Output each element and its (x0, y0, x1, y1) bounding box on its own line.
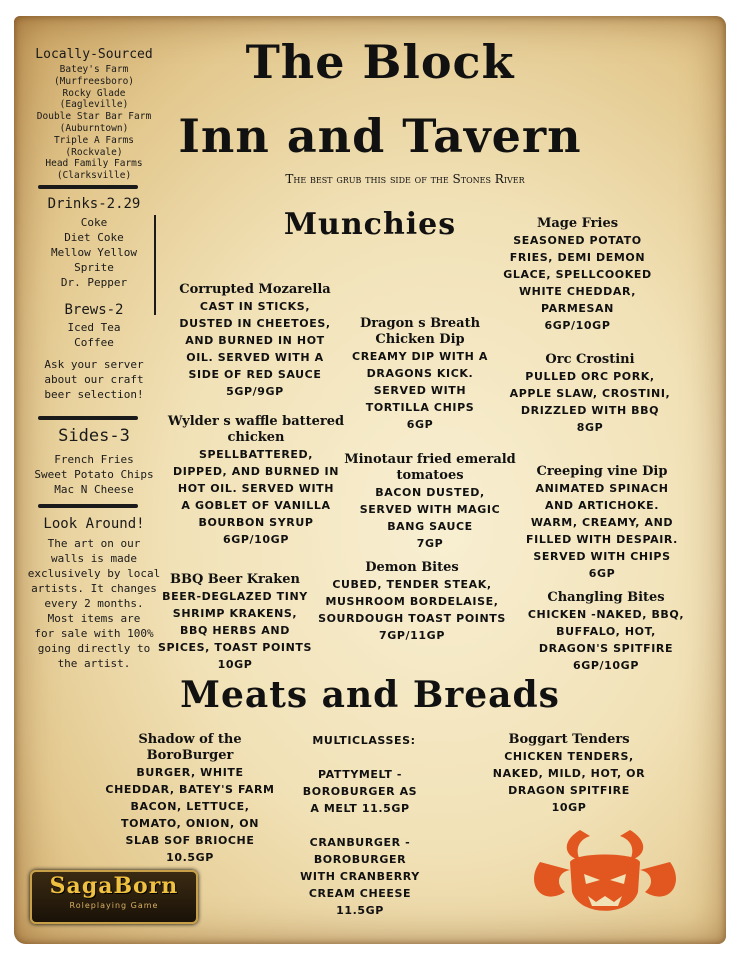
item-description: BURGER, WHITE CHEDDAR, BATEY'S FARM BACON, LETTUCE, TOMATO, ONION, ON SLAB SOF BRIOCHE (105, 766, 275, 847)
look-around-line: going directly to (37, 642, 151, 655)
item-price: 7GP (416, 537, 444, 550)
item-name: Corrupted Mozarella (179, 282, 331, 297)
demon-emblem-icon (520, 822, 690, 922)
sidebar-divider-2 (38, 416, 138, 420)
item-boroburger (100, 732, 280, 866)
item-name: Orc Crostini (545, 352, 635, 367)
item-description: CAST IN STICKS, DUSTED IN CHEETOES, AND BURNED IN HOT OIL. SERVED WITH A SIDE OF RED SAUCE (179, 300, 331, 381)
item-orc-crostini (500, 352, 680, 436)
item-cranburger (290, 834, 430, 919)
item-price: 6GP/10GP (573, 659, 639, 672)
item-price: 10GP (217, 658, 253, 671)
item-description: CHICKEN -NAKED, BBQ, BUFFALO, HOT, DRAGON'S SPITFIRE (527, 608, 685, 655)
look-around-line: walls is made (50, 552, 138, 565)
item-name: Changling Bites (547, 590, 665, 605)
item-description: BEER-DEGLAZED TINY SHRIMP KRAKENS, BBQ HERBS AND SPICES, TOAST POINTS (157, 590, 313, 654)
multiclasses-label: MULTICLASSES: (312, 734, 416, 747)
item-price: 6GP/10GP (223, 533, 289, 546)
item-name: Boggart Tenders (508, 732, 630, 747)
look-around-text (24, 536, 164, 671)
item-mage-fries (490, 216, 665, 334)
farm-line: (Auburntown) (59, 122, 129, 134)
look-around-line: The art on our (47, 537, 141, 550)
item-description: PULLED ORC PORK, APPLE SLAW, CROSTINI, DRIZZLED WITH BBQ (509, 370, 671, 417)
drink-item: Coke (80, 216, 108, 229)
item-description: PATTYMELT - BOROBURGER AS A MELT 11.5GP (302, 768, 418, 815)
sidebar-sourced-heading: Locally-Sourced (35, 47, 153, 62)
item-wylder-waffle-chicken (156, 414, 356, 548)
item-changling-bites (510, 590, 702, 674)
logo-sub-text: Roleplaying Game (69, 901, 159, 910)
drink-item: Dr. Pepper (60, 276, 128, 289)
sides-heading: Sides-3 (58, 426, 130, 446)
farm-line: Head Family Farms (45, 158, 143, 170)
item-corrupted-mozarella (160, 282, 350, 400)
item-minotaur-tomatoes (340, 452, 520, 552)
sidebar-divider-1 (38, 185, 138, 189)
item-price: 10.5GP (166, 851, 214, 864)
item-creeping-vine-dip (514, 464, 690, 582)
item-name: Shadow of the BoroBurger (138, 732, 242, 763)
meats-heading: Meats and Breads (180, 674, 560, 716)
item-price: 6GP (588, 567, 616, 580)
item-description: BACON DUSTED, SERVED WITH MAGIC BANG SAUCE (359, 486, 501, 533)
craft-beer-note (28, 357, 160, 402)
item-description: CUBED, TENDER STEAK, MUSHROOM BORDELAISE, SOURDOUGH TOAST POINTS (318, 578, 506, 625)
look-around-line: exclusively by local (27, 567, 161, 580)
item-price: 11.5GP (336, 904, 384, 917)
item-description: CRANBURGER - BOROBURGER WITH CRANBERRY CREAM CHEESE (300, 836, 420, 900)
item-price: 7GP/11GP (379, 629, 445, 642)
sidebar-divider-3 (38, 504, 138, 508)
item-name: Dragon s Breath Chicken Dip (359, 316, 481, 347)
tagline: The best grub this side of the Stones River (285, 172, 525, 186)
look-around-line: the artist. (57, 657, 131, 670)
farm-line: (Rockvale) (65, 146, 123, 158)
drink-item: Mellow Yellow (50, 246, 138, 259)
item-price: 6GP (406, 418, 434, 431)
title-line-1: The Block (245, 35, 515, 89)
item-demon-bites (312, 560, 512, 644)
farm-line: (Clarksville) (56, 170, 132, 182)
sides-list (24, 452, 164, 497)
item-price: 8GP (576, 421, 604, 434)
brews-heading: Brews-2 (64, 302, 124, 318)
side-item: Mac N Cheese (54, 483, 134, 496)
item-name: Mage Fries (536, 216, 619, 231)
farm-line: (Eagleville) (59, 99, 129, 111)
item-name: Wylder s waffle battered chicken (167, 414, 345, 445)
item-dragons-breath-dip (330, 316, 510, 433)
drinks-list (28, 215, 160, 290)
item-boggart-tenders (484, 732, 654, 816)
item-name: BBQ Beer Kraken (169, 572, 301, 587)
look-around-line: for sale with 100% (34, 627, 154, 640)
craft-note-line: Ask your server (44, 358, 144, 371)
farm-line: Batey's Farm (59, 64, 129, 75)
brew-item: Coffee (74, 336, 114, 349)
munchies-heading: Munchies (283, 207, 457, 242)
item-description: CHICKEN TENDERS, NAKED, MILD, HOT, OR DRAGON SPITFIRE (492, 750, 646, 797)
side-item: French Fries (54, 453, 134, 466)
drink-item: Diet Coke (64, 231, 124, 244)
item-description: ANIMATED SPINACH AND ARTICHOKE. WARM, CREAMY, AND FILLED WITH DESPAIR. SERVED WITH CHIPS (526, 482, 678, 563)
item-price: 6GP/10GP (544, 319, 611, 332)
farm-line: Rocky Glade (62, 87, 126, 99)
item-price: 5GP/9GP (226, 385, 284, 398)
item-description: CREAMY DIP WITH A DRAGONS KICK. SERVED WITH TORTILLA CHIPS (352, 350, 488, 414)
farm-line: Triple A Farms (53, 134, 135, 146)
brew-item: Iced Tea (67, 321, 121, 334)
drinks-heading: Drinks-2.29 (47, 196, 141, 212)
farm-line: (Murfreesboro) (53, 75, 135, 87)
craft-note-line: about our craft (44, 373, 144, 386)
farm-list (28, 64, 160, 182)
side-item: Sweet Potato Chips (34, 468, 154, 481)
craft-note-line: beer selection! (44, 388, 144, 401)
look-around-heading: Look Around! (43, 516, 145, 532)
item-pattymelt (290, 766, 430, 817)
item-name: Minotaur fried emerald tomatoes (344, 452, 516, 483)
item-description: SEASONED POTATO FRIES, DEMI DEMON GLACE, SPELLCOOKED WHITE CHEDDAR, PARMESAN (503, 234, 652, 315)
title-line-2: Inn and Tavern (178, 109, 582, 163)
drink-item: Sprite (74, 261, 114, 274)
item-name: Demon Bites (365, 560, 459, 575)
sidebar-vertical-rule (154, 215, 156, 315)
brews-list (28, 320, 160, 350)
sagaborn-logo (30, 870, 198, 924)
item-description: SPELLBATTERED, DIPPED, AND BURNED IN HOT OIL. SERVED WITH A GOBLET OF VANILLA BOURBON SYRUP (172, 448, 340, 529)
item-price: 10GP (551, 801, 587, 814)
look-around-line: Most items are (47, 612, 141, 625)
look-around-line: artists. It changes (31, 582, 157, 595)
farm-line: Double Star Bar Farm (36, 111, 152, 123)
logo-main-text: SagaBorn (49, 873, 179, 899)
look-around-line: every 2 months. (44, 597, 144, 610)
item-bbq-beer-kraken (150, 572, 320, 673)
item-name: Creeping vine Dip (536, 464, 668, 479)
